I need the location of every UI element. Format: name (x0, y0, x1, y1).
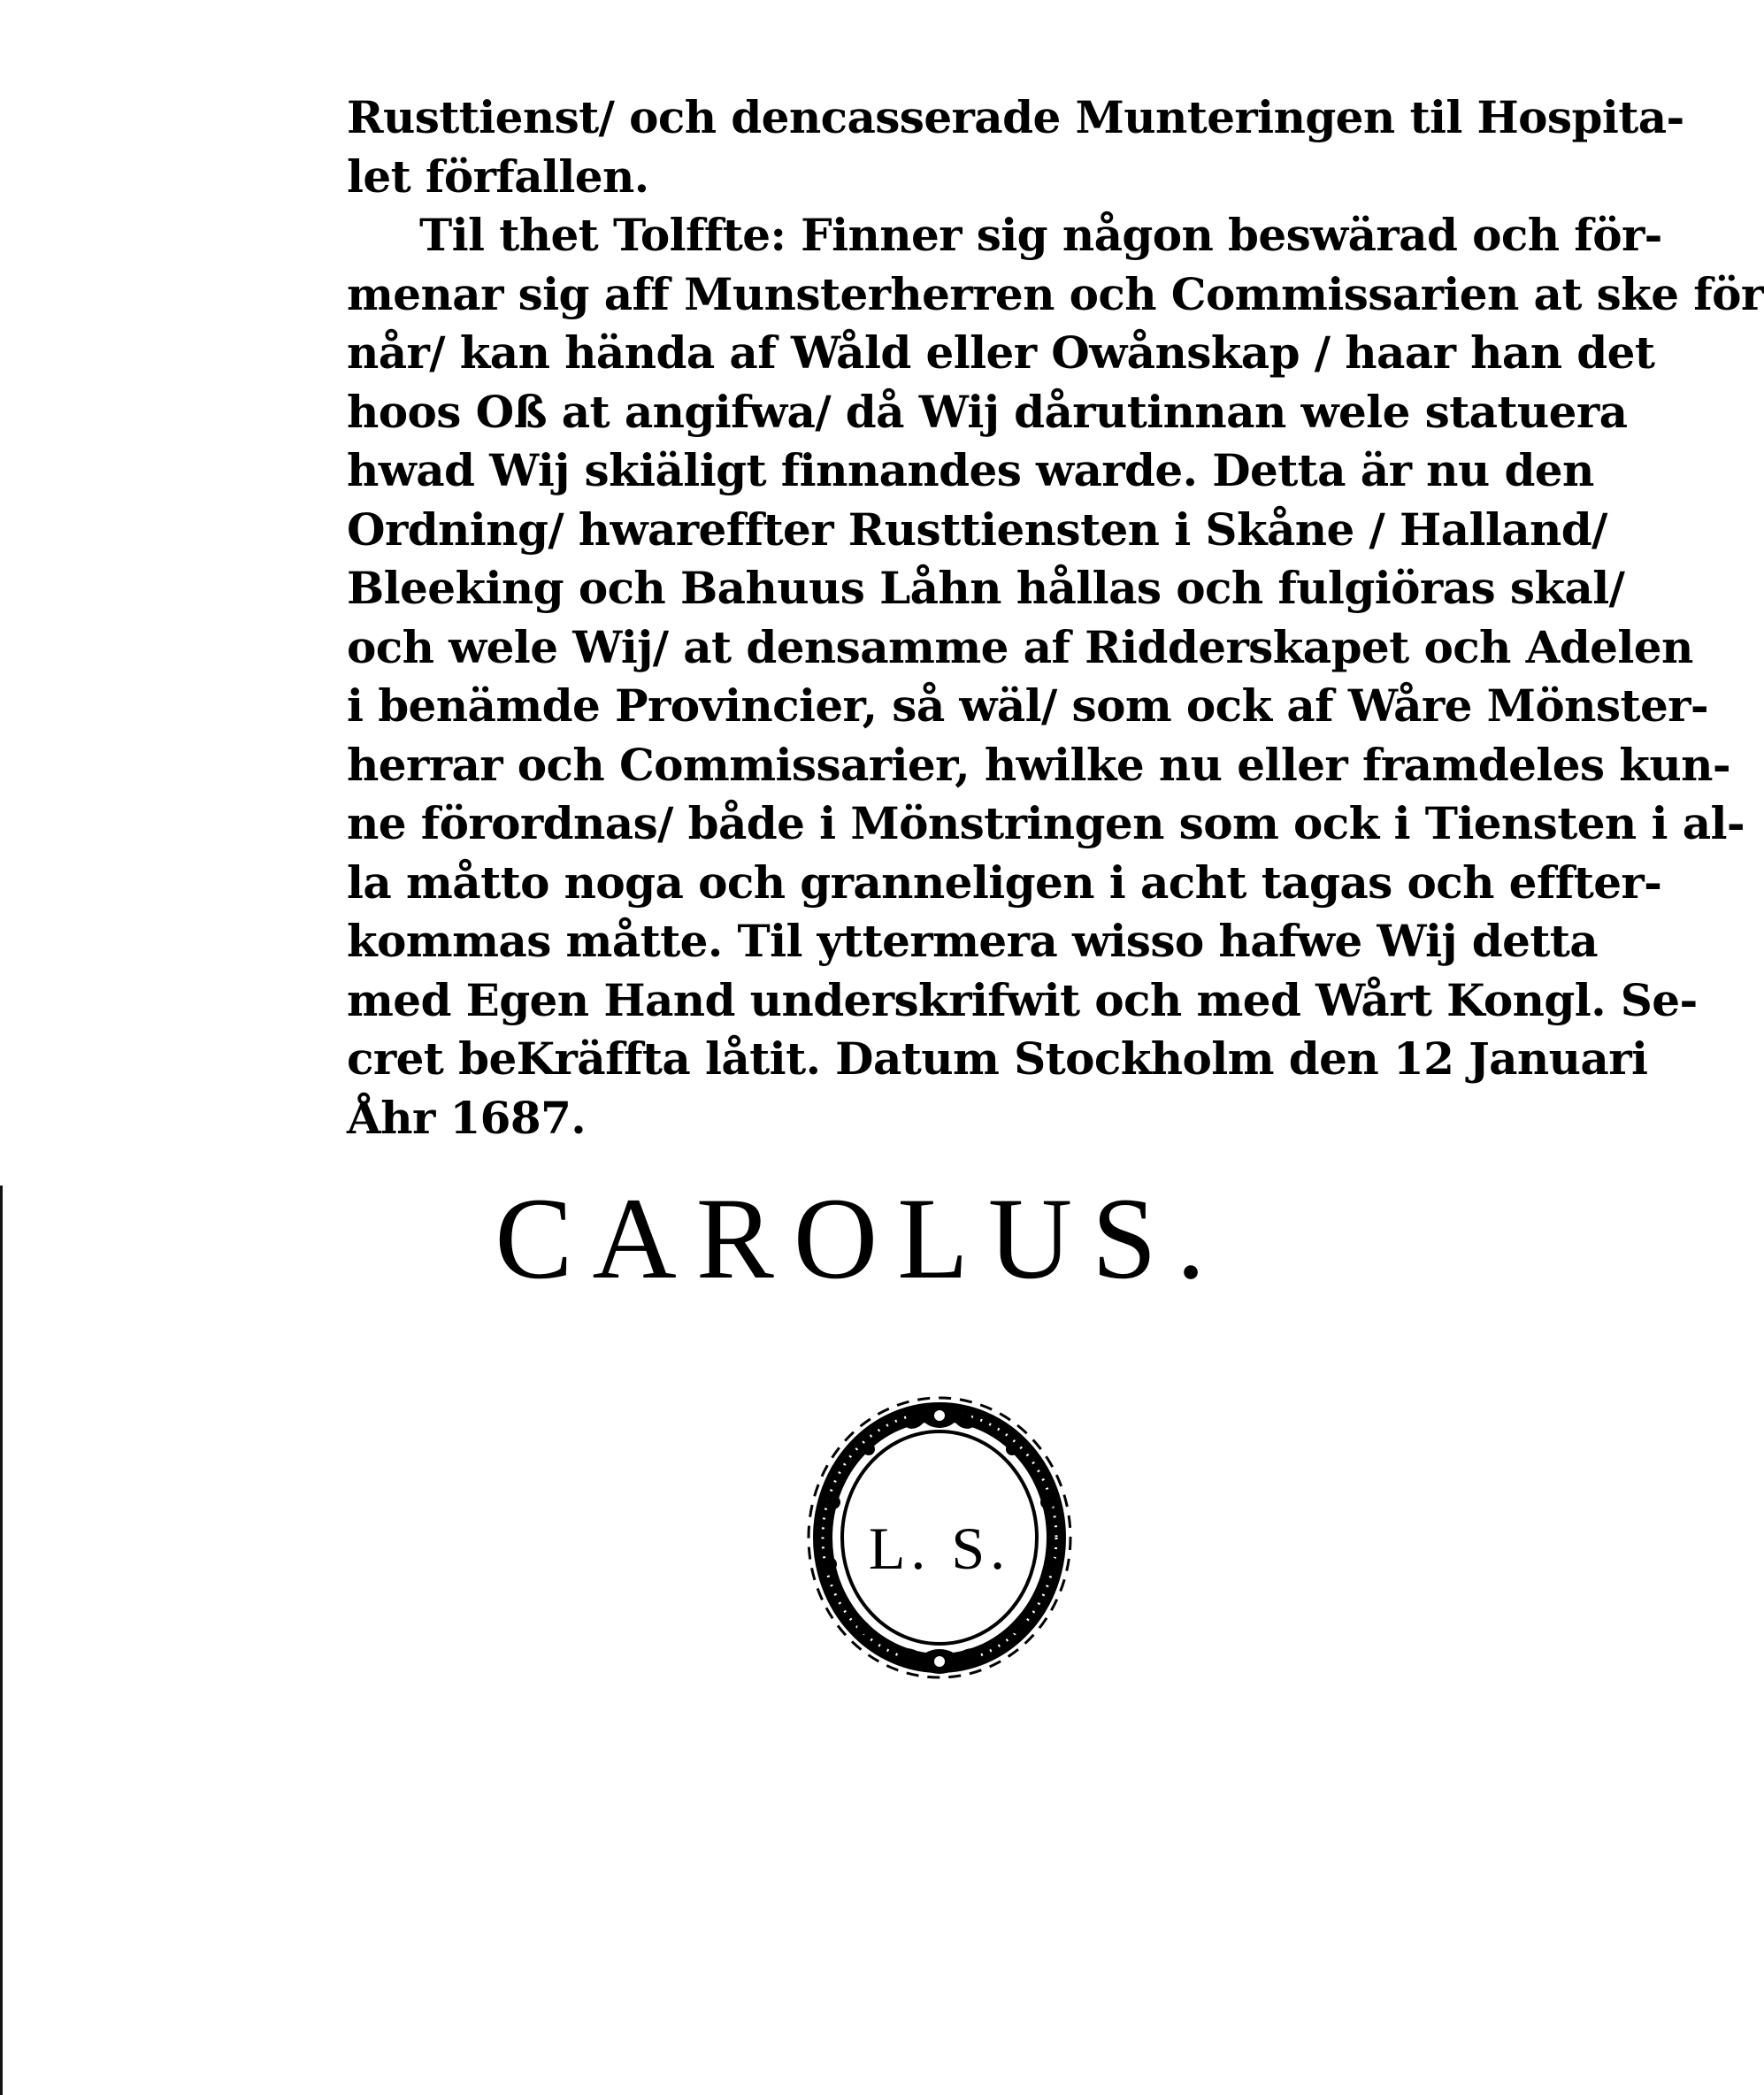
royal-signature: CAROLUS. (495, 1173, 1225, 1303)
text-line: Ordning/ hwareffter Rusttiensten i Skåne / Halland/ (347, 503, 1607, 556)
seal-stamp (798, 1396, 1081, 1679)
text-line: ne förordnas/ både i Mönstringen som ock i Tiensten i al- (347, 797, 1745, 849)
seal-label: L. S. (868, 1515, 1011, 1582)
text-line: kommas måtte. Til yttermera wisso hafwe Wij detta (347, 915, 1599, 967)
text-line: och wele Wij/ at densamme af Ridderskapet och Adelen (347, 620, 1693, 673)
text-line: med Egen Hand underskrifwit och med Wårt Kongl. Se- (347, 973, 1698, 1026)
text-line: let förfallen. (347, 150, 649, 203)
text-line: Bleeking och Bahuus Låhn hållas och fulgiöras skal/ (347, 562, 1625, 614)
text-line: hwad Wij skiäligt finnandes warde. Detta är nu den (347, 444, 1594, 496)
text-line: hoos Oß at angifwa/ då Wij dårutinnan wele statuera (347, 385, 1628, 438)
text-line: Åhr 1687. (347, 1091, 587, 1144)
text-line: i benämde Provincier, så wäl/ som ock af Wåre Mönster- (347, 679, 1709, 732)
page-edge-shadow (0, 1186, 3, 2095)
text-line: Til thet Tolffte: Finner sig någon beswärad och för- (419, 209, 1662, 261)
text-line: herrar och Commissarier, hwilke nu eller framdeles kun- (347, 738, 1730, 791)
text-line: når/ kan hända af Wåld eller Owånskap / haar han det (347, 326, 1655, 379)
body-text (347, 88, 1764, 1147)
text-line: cret beKräffta låtit. Datum Stockholm den 12 Januari (347, 1032, 1648, 1085)
text-line: la måtto noga och granneligen i acht tagas och effter- (347, 856, 1662, 909)
text-line: menar sig aff Munsterherren och Commissarien at ske för (347, 267, 1764, 320)
text-line: Rusttienst/ och dencasserade Munteringen til Hospita- (347, 91, 1684, 143)
